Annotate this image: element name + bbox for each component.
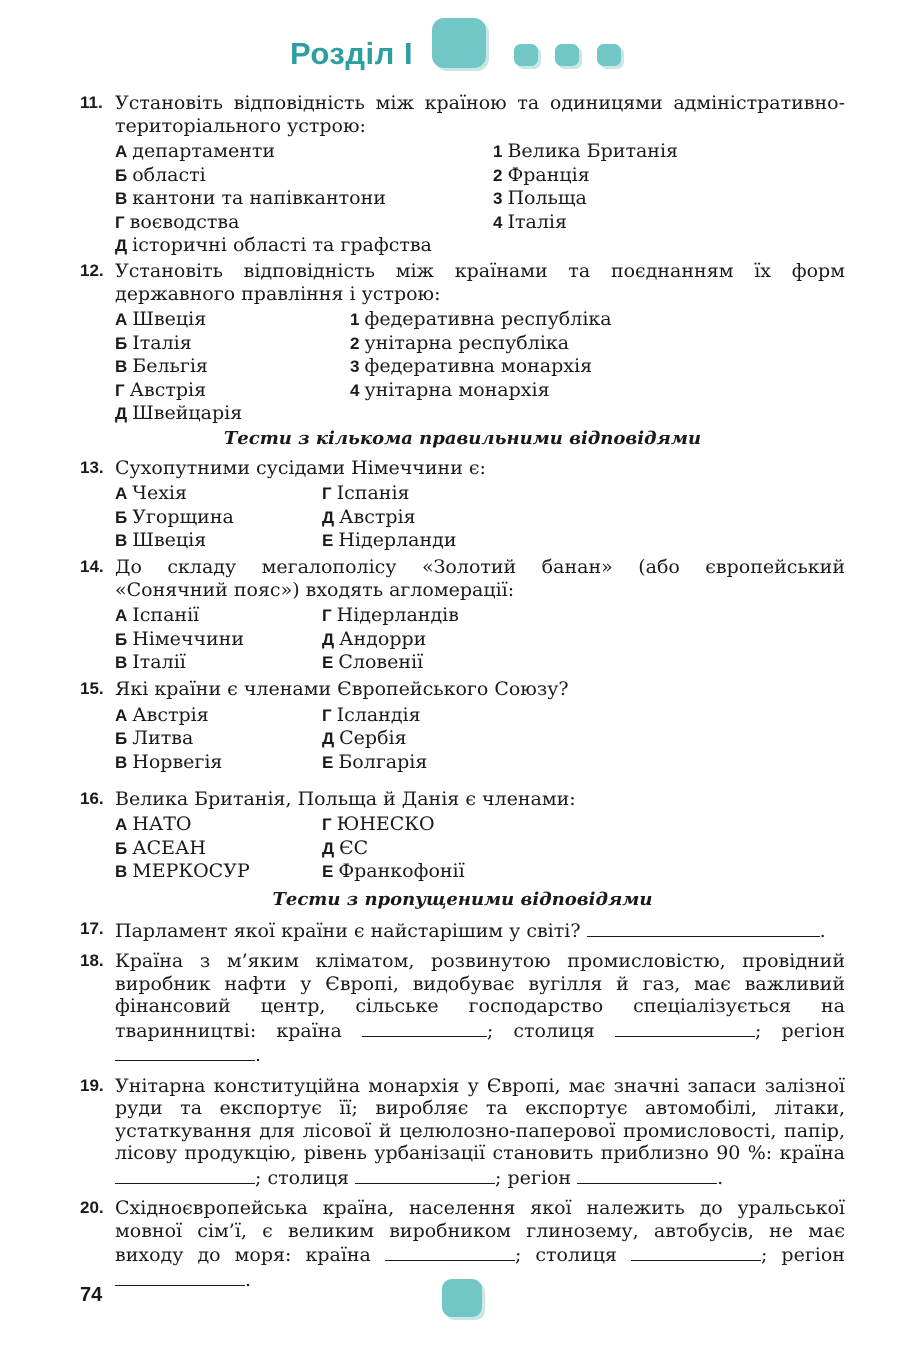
option-v: В Норвегія bbox=[115, 750, 223, 773]
option-b: Б Литва bbox=[115, 727, 194, 749]
options-16 bbox=[115, 813, 845, 881]
option-b: Б Італія bbox=[115, 331, 192, 354]
options-13 bbox=[115, 482, 845, 550]
region-blank[interactable] bbox=[115, 1042, 255, 1061]
decor-square-small-2 bbox=[555, 44, 579, 66]
question-text: Східноєвропейська країна, населення якої належить до уральської мовної сім’ї, є великим виробником глинозему, автобусів, не має виходу до моря: bbox=[115, 1197, 845, 1266]
option-e: Е Болгарія bbox=[322, 750, 428, 773]
question-16 bbox=[80, 788, 845, 811]
question-text: Велика Британія, Польща й Данія є членами: bbox=[115, 787, 576, 810]
options-11 bbox=[115, 140, 845, 256]
question-text: Парламент якої країни є найстарішим у світі? bbox=[115, 919, 581, 942]
option-d: Д Сербія bbox=[322, 727, 407, 749]
options-15 bbox=[115, 704, 845, 772]
option-g: Г Ісландія bbox=[322, 703, 421, 726]
capital-blank[interactable] bbox=[631, 1242, 761, 1261]
option-a: А департаменти bbox=[115, 140, 276, 162]
match-1: 1 Велика Британія bbox=[493, 140, 679, 162]
question-number: 11. bbox=[80, 93, 103, 112]
question-12 bbox=[80, 260, 845, 305]
options-12 bbox=[115, 308, 845, 424]
option-d: Д Андорри bbox=[322, 627, 427, 650]
region-blank[interactable] bbox=[115, 1267, 245, 1286]
option-v: В Бельгія bbox=[115, 355, 208, 377]
question-text: Установіть відповідність між країнами та поєднанням їх форм державного правління і устрою: bbox=[115, 260, 845, 305]
question-text: Установіть відповідність між країною та одиницями адміністративно-територіального устрою: bbox=[115, 92, 845, 137]
option-b: Б Угорщина bbox=[115, 505, 234, 528]
option-g: Г Іспанія bbox=[322, 482, 410, 504]
decor-square-large bbox=[432, 18, 486, 68]
option-v: В МЕРКОСУР bbox=[115, 860, 250, 882]
question-number: 17. bbox=[80, 918, 104, 938]
decor-square-small-3 bbox=[597, 44, 621, 66]
option-b: Б Німеччини bbox=[115, 627, 245, 650]
option-v: В кантони та напівкантони bbox=[115, 187, 386, 209]
answer-blank[interactable] bbox=[587, 918, 820, 937]
option-d: Д ЄС bbox=[322, 836, 369, 859]
option-e: Е Франкофонії bbox=[322, 860, 465, 882]
question-20: 20. Східноєвропейська країна, населення якої належить до уральської мовної сім’ї, є великим виробником глинозему, автобусів, не має виходу до моря: країна ; столиця ; регіон . bbox=[80, 1197, 845, 1291]
section-heading-multiple: Тести з кількома правильними відповідями bbox=[223, 428, 702, 449]
footer-decor-square bbox=[442, 1279, 482, 1317]
option-a: А Австрія bbox=[115, 703, 209, 726]
option-a: А НАТО bbox=[115, 813, 192, 835]
question-text: Сухопутними сусідами Німеччини є: bbox=[115, 456, 486, 479]
option-g: Г ЮНЕСКО bbox=[322, 813, 435, 835]
match-4: 4 унітарна монархія bbox=[350, 378, 550, 401]
option-b: Б АСЕАН bbox=[115, 836, 206, 859]
question-14 bbox=[80, 556, 845, 601]
decor-square-small-1 bbox=[514, 44, 538, 66]
option-e: Е Словенії bbox=[322, 651, 424, 673]
option-d: Д Швейцарія bbox=[115, 402, 243, 424]
question-text: Які країни є членами Європейського Союзу? bbox=[115, 678, 569, 700]
question-text: Країна з м’яким кліматом, розвинутою промисловістю, провідний виробник нафти у Європі, видобуває вугілля й газ, має важливий фінансовий центр, сільське господарство спеціалізується на тваринництві: bbox=[115, 950, 845, 1042]
match-2: 2 Франція bbox=[493, 163, 590, 186]
question-11 bbox=[80, 92, 845, 137]
question-number: 15. bbox=[80, 679, 104, 698]
capital-blank[interactable] bbox=[615, 1018, 755, 1037]
question-text: Унітарна конституційна монархія у Європі, має значні запаси залізної руди та експортує її; виробляє та експортує автомобілі, літаки, устаткування для лісової й целюлозно-паперової промисловості, папір, лісову продукцію, рівень урбанізації становить приблизно 90 %: bbox=[115, 1074, 845, 1164]
chapter-title: Розділ I bbox=[290, 36, 414, 71]
section-heading-blank: Тести з пропущеними відповідями bbox=[272, 889, 653, 910]
option-b: Б області bbox=[115, 163, 206, 186]
option-d: Д Австрія bbox=[322, 505, 416, 528]
region-blank[interactable] bbox=[577, 1165, 717, 1184]
option-v: В Італії bbox=[115, 651, 186, 673]
option-a: А Іспанії bbox=[115, 604, 200, 626]
match-4: 4 Італія bbox=[493, 210, 567, 233]
question-number: 20. bbox=[80, 1198, 104, 1217]
country-blank[interactable] bbox=[115, 1165, 255, 1184]
question-number: 14. bbox=[80, 557, 104, 576]
match-2: 2 унітарна республіка bbox=[350, 331, 570, 354]
question-number: 19. bbox=[80, 1075, 104, 1095]
question-number: 12. bbox=[80, 261, 104, 280]
country-blank[interactable] bbox=[385, 1242, 515, 1261]
option-g: Г Нідерландів bbox=[322, 604, 459, 626]
question-17: 17. Парламент якої країни є найстарішим у світі? . bbox=[80, 918, 826, 942]
question-number: 13. bbox=[80, 457, 104, 477]
option-a: А Чехія bbox=[115, 482, 187, 504]
capital-blank[interactable] bbox=[355, 1165, 495, 1184]
country-blank[interactable] bbox=[362, 1018, 487, 1037]
options-14 bbox=[115, 604, 845, 672]
match-3: 3 федеративна монархія bbox=[350, 355, 593, 377]
question-18: 18. Країна з м’яким кліматом, розвинутою промисловістю, провідний виробник нафти у Європі, видобуває вугілля й газ, має важливий фінансовий центр, сільське господарство спеціалізується на тваринництві: країна ; столиця ; регіон . bbox=[80, 950, 845, 1066]
question-19: 19. Унітарна конституційна монархія у Європі, має значні запаси залізної руди та експортує її; виробляє та експортує автомобілі, літаки, устаткування для лісової й целюлозно-паперової промисловості, папір, лісову продукцію, рівень урбанізації становить приблизно 90 %: країна ; столиця ; регіон . bbox=[80, 1074, 845, 1189]
question-15 bbox=[80, 678, 845, 701]
page-content bbox=[80, 92, 845, 1291]
question-number: 16. bbox=[80, 788, 104, 808]
question-text: До складу мегалополісу «Золотий банан» (або європейський «Сонячний пояс») входять агломерації: bbox=[115, 556, 845, 601]
option-a: А Швеція bbox=[115, 308, 207, 330]
match-1: 1 федеративна республіка bbox=[350, 308, 612, 330]
page-number: 74 bbox=[80, 1284, 103, 1306]
option-d: Д історичні області та графства bbox=[115, 234, 432, 256]
option-g: Г воєводства bbox=[115, 210, 240, 233]
question-number: 18. bbox=[80, 951, 104, 970]
match-3: 3 Польща bbox=[493, 187, 587, 209]
option-v: В Швеція bbox=[115, 529, 207, 551]
question-13 bbox=[80, 457, 845, 480]
option-g: Г Австрія bbox=[115, 378, 207, 401]
option-e: Е Нідерланди bbox=[322, 529, 457, 551]
